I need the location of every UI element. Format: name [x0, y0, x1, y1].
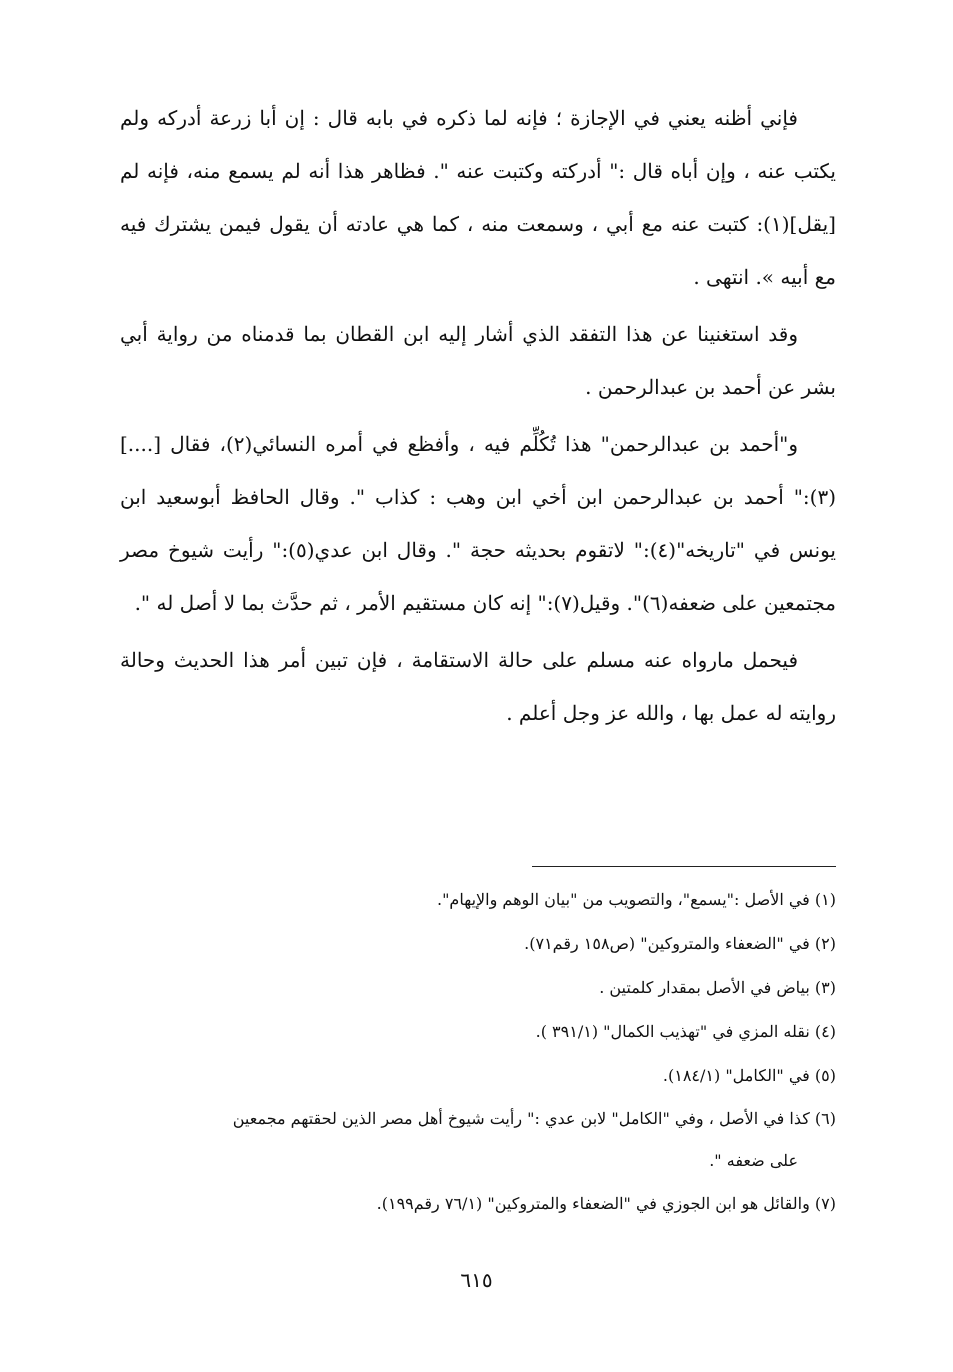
footnote-5: (٥) في "الكامل" (١٨٤/١).: [662, 1066, 836, 1085]
footnote-7: (٧) والقائل هو ابن الجوزي في "الضعفاء والمتروكين" (٧٦/١ رقم١٩٩).: [376, 1194, 836, 1213]
main-text: [120, 92, 836, 744]
paragraph-2: وقد استغنينا عن هذا التفقد الذي أشار إليه ابن القطان بما قدمناه من رواية أبي بشر عن أحمد بن عبدالرحمن .: [120, 322, 836, 399]
footnote-3: (٣) بياض في الأصل بمقدار كلمتين .: [599, 978, 836, 997]
page-number: ٦١٥: [460, 1268, 493, 1292]
footnote-6-continuation: على ضعفه ".: [709, 1151, 798, 1170]
footnote-6: (٦) كذا في الأصل ، وفي "الكامل" لابن عدي :" رأيت شيوخ أهل مصر الذين لحقتهم مجمعين: [232, 1109, 836, 1128]
paragraph-3: و"أحمد بن عبدالرحمن" هذا تُكُلِّم فيه ، وأفظع في أمره النسائي(٢)، فقال [....](٣):" أحمد بن عبدالرحمن ابن أخي ابن وهب : كذاب ". وقال الحافظ أبوسعيد ابن يونس في "تاريخه"(٤):" لاتقوم بحديثه حجة ". وقال ابن عدي(٥):" رأيت شيوخ مصر مجتمعين على ضعفه(٦)". وقيل(٧):" إنه كان مستقيم الأمر ، ثم حدَّث بما لا أصل له ".: [120, 432, 836, 615]
footnotes: [115, 878, 836, 1226]
footnote-2: (٢) في "الضعفاء والمتروكين" (ص١٥٨ رقم٧١).: [524, 934, 836, 953]
footnote-4: (٤) نقله المزي في "تهذيب الكمال" (٣٩١/١ ).: [535, 1022, 836, 1041]
footnote-separator: [532, 866, 836, 867]
paragraph-1: فإني أظنه يعني في الإجازة ؛ فإنه لما ذكره في بابه قال : إن أبا زرعة أدركه ولم يكتب عنه ، وإن أباه قال :" أدركته وكتبت عنه ". فظاهر هذا أنه لم يسمع منه، فإنه لم [يقل](١): كتبت عنه مع أبي ، وسمعت منه ، كما هي عادته أن يقول فيمن يشترك فيه مع أبيه ». انتهى .: [120, 106, 836, 289]
footnote-1: (١) في الأصل :"يسمع"، والتصويب من "بيان الوهم والإيهام".: [436, 890, 836, 909]
paragraph-4: فيحمل مارواه عنه مسلم على حالة الاستقامة ، فإن تبين أمر هذا الحديث وحالة روايته له عمل بها ، والله عز وجل أعلم .: [120, 648, 836, 725]
